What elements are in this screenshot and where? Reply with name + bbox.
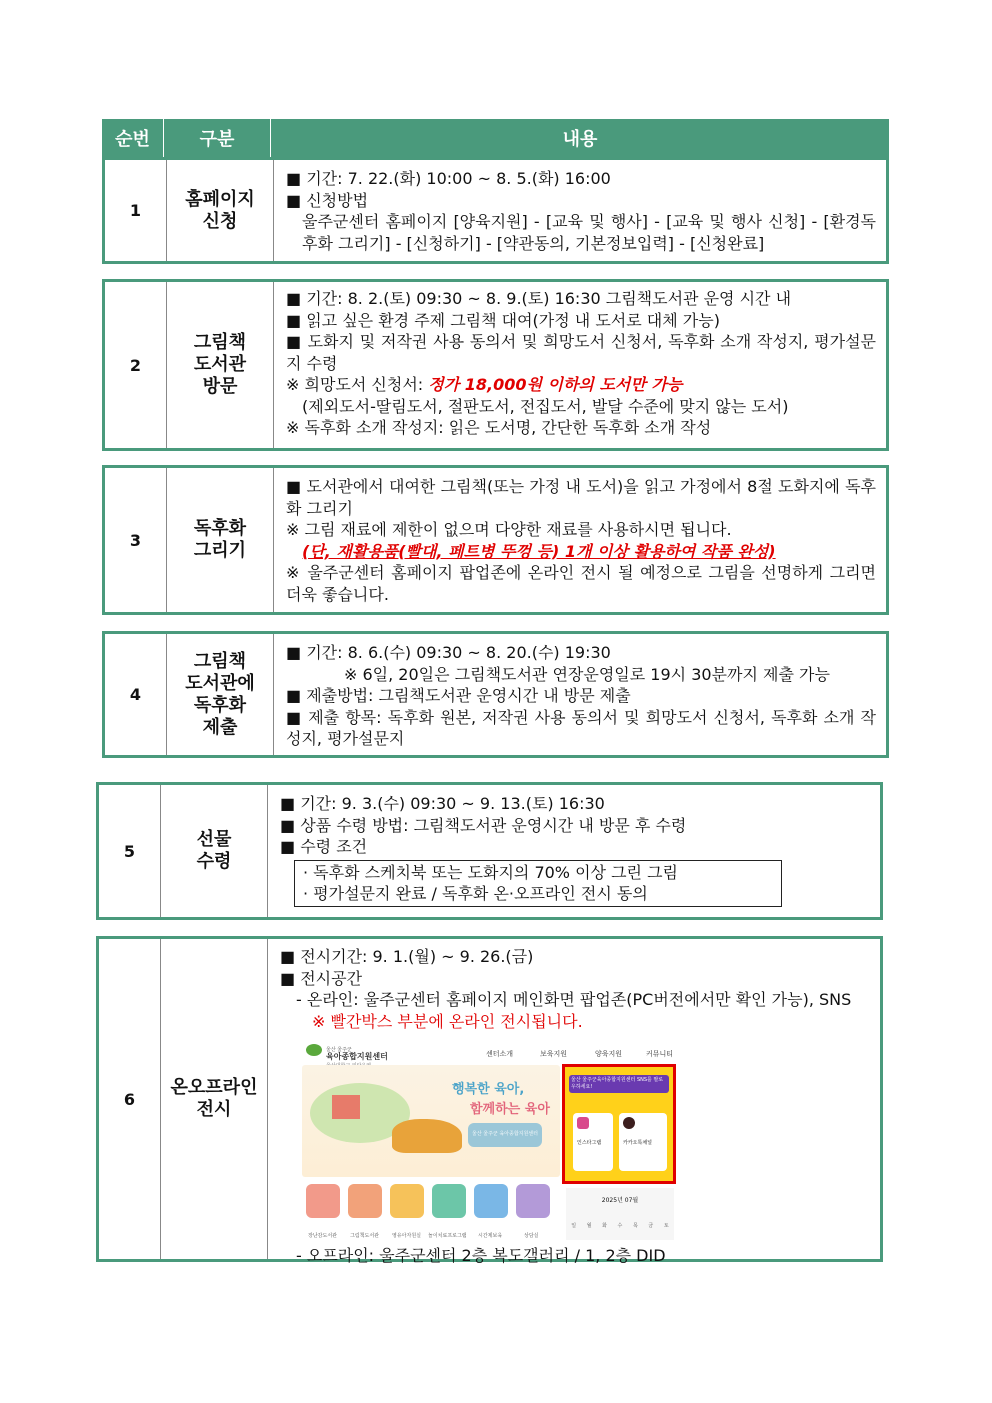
banner-house	[332, 1095, 360, 1119]
nav-item[interactable]: 양육지원	[595, 1050, 623, 1058]
row-category-label: 홈페이지 신청	[185, 188, 255, 232]
popup-title: 울산 울주군육아종합지원센터 SNS를 팔로우하세요!	[569, 1075, 669, 1093]
request-note	[286, 374, 876, 396]
calendar-title: 2025년 07월	[601, 1197, 639, 1204]
main-banner	[302, 1065, 560, 1177]
condition-item: · 평가설문지 완료 / 독후화 온·오프라인 전시 동의	[303, 884, 648, 903]
quick-icon-picture-book-library[interactable]	[348, 1184, 382, 1218]
table-row	[102, 465, 889, 615]
conditions-heading: ■ 수령 조건	[280, 837, 368, 856]
nav-item[interactable]: 커뮤니티	[646, 1050, 674, 1058]
row-number: 1	[105, 160, 167, 261]
table-row	[96, 936, 883, 1265]
banner-subtitle: 울산 울주군 육아종합지원센터	[468, 1123, 542, 1147]
period-line: ■ 기간: 7. 22.(화) 10:00 ~ 8. 5.(화) 16:00	[286, 169, 611, 188]
quick-icon-toy-library[interactable]	[306, 1184, 340, 1218]
price-limit: 정가 18,000원 이하의 도서만 가능	[428, 375, 683, 394]
homepage-screenshot	[300, 1038, 676, 1243]
row-category	[161, 785, 268, 917]
calendar-widget	[566, 1188, 674, 1240]
table-header	[102, 119, 889, 157]
row-category	[167, 634, 274, 755]
row-category	[161, 939, 268, 1259]
table-row	[102, 279, 889, 451]
quick-label: 영유아자원실	[392, 1233, 421, 1239]
pickup-method: ■ 상품 수령 방법: 그림책도서관 운영시간 내 방문 후 수령	[280, 815, 687, 835]
logo-name: 육아종합지원센터	[326, 1052, 388, 1061]
row-number: 5	[99, 785, 161, 917]
kakao-label: 카카오톡채널	[623, 1140, 652, 1146]
period-line: ■ 기간: 9. 3.(수) 09:30 ~ 9. 13.(토) 16:30	[280, 794, 605, 813]
row-category-label: 선물 수령	[196, 829, 232, 872]
instagram-card	[573, 1113, 613, 1171]
nav-item[interactable]: 보육지원	[540, 1050, 568, 1058]
row-content	[274, 634, 886, 755]
period-line: ■ 기간: 8. 6.(수) 09:30 ~ 8. 20.(수) 19:30	[286, 643, 611, 662]
quick-label: 그림책도서관	[350, 1233, 379, 1239]
request-note-label: ※ 희망도서 신청서:	[286, 375, 429, 394]
weekday: 금	[648, 1222, 654, 1229]
quick-icon-play-therapy[interactable]	[432, 1184, 466, 1218]
quick-icon-counseling[interactable]	[516, 1184, 550, 1218]
period-line: ■ 기간: 8. 2.(토) 09:30 ~ 8. 9.(토) 16:30 그림책도서관 운영 시간 내	[286, 289, 792, 308]
offline-line: - 오프라인: 울주군센터 2층 복도갤러리 / 1, 2층 DID	[296, 1246, 666, 1265]
banner-headline-1: 행복한 육아,	[452, 1082, 525, 1097]
space-heading: ■ 전시공간	[280, 968, 363, 988]
method-steps: 울주군센터 홈페이지 [양육지원] - [교육 및 행사] - [교육 및 행사 신청] - [환경독후화 그리기] - [신청하기] - [약관동의, 기본정보입력] - [신청완료]	[302, 212, 876, 253]
table-row	[102, 631, 889, 758]
instagram-icon	[577, 1117, 589, 1129]
kakao-icon	[623, 1117, 635, 1129]
calendar-weekdays	[566, 1216, 674, 1238]
kakao-card	[619, 1113, 667, 1171]
popup-zone-highlight[interactable]	[562, 1064, 676, 1184]
row-content	[268, 785, 880, 917]
conditions-box	[294, 860, 782, 907]
nav-item[interactable]: 센터소개	[486, 1050, 514, 1058]
weekday: 월	[586, 1222, 592, 1229]
row-content	[274, 468, 886, 612]
instagram-label: 인스타그램	[577, 1140, 602, 1146]
borrow-line: ■ 읽고 싶은 환경 주제 그림책 대여(가정 내 도서로 대체 가능)	[286, 310, 720, 330]
row-number: 4	[105, 634, 167, 755]
row-category-label: 그림책 도서관에 독후화 제출	[185, 650, 255, 738]
red-box-note: ※ 빨간박스 부분에 온라인 전시됩니다.	[312, 1011, 583, 1031]
period-line: ■ 전시기간: 9. 1.(월) ~ 9. 26.(금)	[280, 947, 534, 966]
row-category-label: 온오프라인 전시	[170, 1077, 258, 1120]
quick-label: 장난감도서관	[308, 1233, 337, 1239]
row-content	[274, 282, 886, 448]
logo-top-text: 울산 울주군	[326, 1047, 352, 1053]
weekday: 화	[602, 1222, 607, 1229]
excluded-books: (제외도서-딸림도서, 절판도서, 전집도서, 발달 수준에 맞지 않는 도서)	[302, 396, 789, 416]
recycle-requirement: (단, 재활용품(빨대, 페트병 뚜껑 등) 1개 이상 활용하여 작품 완성)	[302, 541, 776, 561]
row-category	[167, 468, 274, 612]
weekday: 수	[617, 1222, 623, 1229]
exhibit-note: ※ 울주군센터 홈페이지 팝업존에 온라인 전시 될 예정으로 그림을 선명하게 그리면 더욱 좋습니다.	[286, 563, 876, 604]
method-heading: ■ 신청방법	[286, 190, 369, 210]
logo-mark	[306, 1044, 322, 1056]
row-category-label: 그림책 도서관 방문	[193, 332, 247, 397]
table-row	[96, 782, 883, 920]
weekday: 목	[632, 1222, 638, 1229]
row-number: 3	[105, 468, 167, 612]
banner-headline-2: 함께하는 육아	[470, 1102, 550, 1117]
row-category-label: 독후화 그리기	[193, 518, 247, 561]
header-category: 구분	[164, 119, 271, 157]
banner-dinosaur	[392, 1119, 462, 1153]
online-line: - 온라인: 울주군센터 홈페이지 메인화면 팝업존(PC버전에서만 확인 가능), SNS	[296, 990, 852, 1009]
drawing-line: ■ 도서관에서 대여한 그림책(또는 가정 내 도서)을 읽고 가정에서 8절 도화지에 독후화 그리기	[286, 477, 876, 518]
submit-items: ■ 제출 항목: 독후화 원본, 저작권 사용 동의서 및 희망도서 신청서, 독후화 소개 작성지, 평가설문지	[286, 707, 876, 748]
weekday: 일	[571, 1222, 577, 1229]
row-content	[268, 939, 880, 1265]
forms-line: ■ 도화지 및 저작권 사용 동의서 및 희망도서 신청서, 독후화 소개 작성지, 평가설문지 수령	[286, 332, 876, 373]
weekday: 토	[663, 1222, 669, 1229]
header-content: 내용	[562, 129, 598, 150]
quick-label: 놀이치료프로그램	[428, 1233, 467, 1239]
material-note: ※ 그림 재료에 제한이 없으며 다양한 재료를 사용하시면 됩니다.	[286, 520, 732, 539]
submit-method: ■ 제출방법: 그림책도서관 운영시간 내 방문 제출	[286, 686, 631, 705]
condition-item: · 독후화 스케치북 또는 도화지의 70% 이상 그린 그림	[303, 862, 679, 882]
quick-icon-infant-resource[interactable]	[390, 1184, 424, 1218]
quick-label: 시간제보육	[478, 1233, 503, 1239]
header-no: 순번	[102, 119, 164, 157]
intro-note: ※ 독후화 소개 작성지: 읽은 도서명, 간단한 독후화 소개 작성	[286, 418, 712, 437]
row-content	[274, 160, 886, 261]
table-row	[102, 157, 889, 264]
row-number: 2	[105, 282, 167, 448]
row-category	[167, 282, 274, 448]
row-number: 6	[99, 939, 161, 1259]
quick-icon-hourly-care[interactable]	[474, 1184, 508, 1218]
extended-hours-note: ※ 6일, 20일은 그림책도서관 연장운영일로 19시 30분까지 제출 가능	[344, 664, 830, 684]
row-category	[167, 160, 274, 261]
quick-label: 상담실	[524, 1233, 539, 1239]
